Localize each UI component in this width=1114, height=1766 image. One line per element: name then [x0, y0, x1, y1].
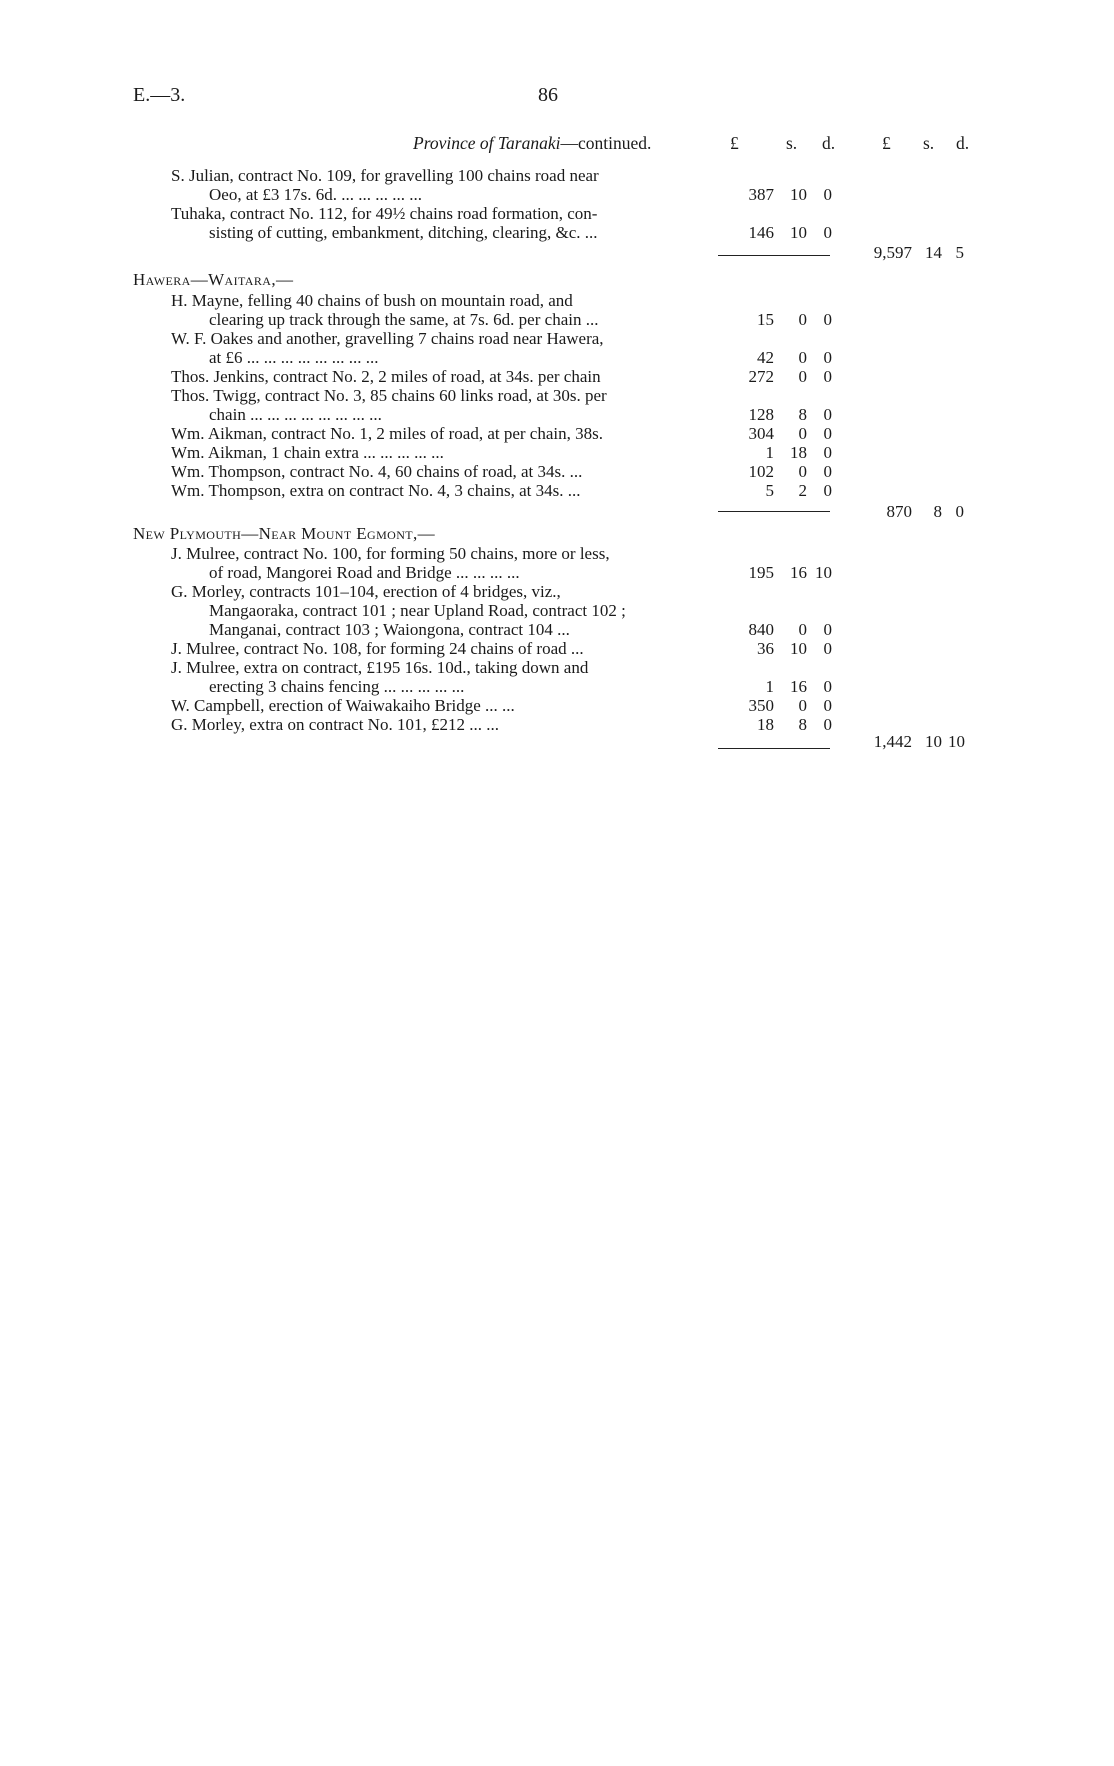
amount-pence: 0: [823, 715, 832, 734]
total-pence: 10: [948, 732, 965, 751]
amount-shillings: 16: [790, 677, 807, 696]
subtotal-rule: [718, 255, 830, 256]
amount-shillings: 2: [798, 481, 807, 500]
total-shillings: 8: [933, 502, 942, 521]
page-number: 86: [538, 84, 558, 106]
entry-line: W. F. Oakes and another, gravelling 7 chains road near Hawera,: [171, 329, 604, 348]
entry-line: G. Morley, contracts 101–104, erection of 4 bridges, viz.,: [171, 582, 561, 601]
amount-pounds: 5: [765, 481, 774, 500]
subtitle-province: Province of Taranaki: [413, 133, 561, 153]
amount-shillings: 0: [798, 696, 807, 715]
amount-pence: 10: [815, 563, 832, 582]
entry-line: Wm. Aikman, contract No. 1, 2 miles of road, at per chain, 38s.: [171, 424, 603, 443]
entry-line: Thos. Jenkins, contract No. 2, 2 miles of road, at 34s. per chain: [171, 367, 601, 386]
amount-shillings: 10: [790, 223, 807, 242]
amount-pounds: 350: [748, 696, 774, 715]
col2-shillings-header: s.: [923, 133, 935, 153]
amount-pence: 0: [823, 443, 832, 462]
amount-pounds: 42: [757, 348, 774, 367]
entry-line: of road, Mangorei Road and Bridge ... ... ... ...: [209, 563, 520, 582]
amount-shillings: 0: [798, 620, 807, 639]
entry-line: Mangaoraka, contract 101 ; near Upland Road, contract 102 ;: [209, 601, 626, 620]
amount-shillings: 10: [790, 639, 807, 658]
amount-pence: 0: [823, 481, 832, 500]
total-shillings: 10: [925, 732, 942, 751]
col1-pounds-header: £: [730, 133, 739, 153]
amount-shillings: 0: [798, 367, 807, 386]
entry-line: Thos. Twigg, contract No. 3, 85 chains 60 links road, at 30s. per: [171, 386, 607, 405]
col1-pence-header: d.: [822, 133, 836, 153]
section-heading: New Plymouth—Near Mount Egmont,—: [133, 524, 436, 543]
amount-shillings: 0: [798, 310, 807, 329]
entry-line: Manganai, contract 103 ; Waiongona, contract 104 ...: [209, 620, 570, 639]
amount-shillings: 0: [798, 348, 807, 367]
amount-pounds: 304: [748, 424, 774, 443]
amount-shillings: 0: [798, 424, 807, 443]
section-heading: Hawera—Waitara,—: [133, 270, 294, 289]
amount-pence: 0: [823, 348, 832, 367]
document-code: E.—3.: [133, 84, 186, 106]
amount-shillings: 0: [798, 462, 807, 481]
amount-pence: 0: [823, 424, 832, 443]
amount-pounds: 840: [748, 620, 774, 639]
amount-pence: 0: [823, 223, 832, 242]
entry-line: clearing up track through the same, at 7s. 6d. per chain ...: [209, 310, 599, 329]
entry-line: at £6 ... ... ... ... ... ... ... ...: [209, 348, 379, 367]
entry-line: Oeo, at £3 17s. 6d. ... ... ... ... ...: [209, 185, 422, 204]
entry-line: Wm. Thompson, extra on contract No. 4, 3 chains, at 34s. ...: [171, 481, 581, 500]
entry-line: Wm. Thompson, contract No. 4, 60 chains of road, at 34s. ...: [171, 462, 583, 481]
amount-pence: 0: [823, 639, 832, 658]
total-shillings: 14: [925, 243, 942, 262]
amount-shillings: 10: [790, 185, 807, 204]
subtitle-continued: —continued.: [560, 133, 652, 153]
entry-line: Wm. Aikman, 1 chain extra ... ... ... ... ...: [171, 443, 444, 462]
amount-pence: 0: [823, 310, 832, 329]
total-pounds: 870: [886, 502, 912, 521]
entry-line: chain ... ... ... ... ... ... ... ...: [209, 405, 382, 424]
amount-pounds: 128: [748, 405, 774, 424]
total-pounds: 9,597: [873, 243, 912, 262]
subtotal-rule: [718, 511, 830, 512]
amount-pounds: 102: [748, 462, 774, 481]
amount-shillings: 18: [790, 443, 807, 462]
entry-line: H. Mayne, felling 40 chains of bush on mountain road, and: [171, 291, 573, 310]
entry-line: S. Julian, contract No. 109, for gravelling 100 chains road near: [171, 166, 599, 185]
entry-line: erecting 3 chains fencing ... ... ... ... ...: [209, 677, 465, 696]
amount-pence: 0: [823, 620, 832, 639]
subtotal-rule: [718, 748, 830, 749]
amount-pounds: 18: [757, 715, 774, 734]
col2-pounds-header: £: [882, 133, 891, 153]
amount-pounds: 272: [748, 367, 774, 386]
page-subtitle: [413, 133, 651, 154]
amount-shillings: 8: [798, 715, 807, 734]
amount-pence: 0: [823, 367, 832, 386]
amount-pounds: 387: [748, 185, 774, 204]
entry-line: G. Morley, extra on contract No. 101, £212 ... ...: [171, 715, 499, 734]
total-pence: 0: [955, 502, 964, 521]
col1-shillings-header: s.: [786, 133, 798, 153]
amount-pence: 0: [823, 677, 832, 696]
amount-pence: 0: [823, 185, 832, 204]
total-pence: 5: [955, 243, 964, 262]
entry-line: Tuhaka, contract No. 112, for 49½ chains road formation, con-: [171, 204, 598, 223]
amount-pence: 0: [823, 696, 832, 715]
amount-pounds: 36: [757, 639, 774, 658]
amount-shillings: 8: [798, 405, 807, 424]
amount-pounds: 15: [757, 310, 774, 329]
amount-pounds: 146: [748, 223, 774, 242]
entry-line: J. Mulree, contract No. 108, for forming 24 chains of road ...: [171, 639, 584, 658]
amount-pence: 0: [823, 405, 832, 424]
amount-pence: 0: [823, 462, 832, 481]
total-pounds: 1,442: [873, 732, 912, 751]
amount-pounds: 1: [765, 443, 774, 462]
entry-line: sisting of cutting, embankment, ditching, clearing, &c. ...: [209, 223, 598, 242]
entry-line: J. Mulree, extra on contract, £195 16s. 10d., taking down and: [171, 658, 589, 677]
entry-line: W. Campbell, erection of Waiwakaiho Bridge ... ...: [171, 696, 515, 715]
col2-pence-header: d.: [956, 133, 970, 153]
amount-pounds: 195: [748, 563, 774, 582]
amount-shillings: 16: [790, 563, 807, 582]
amount-pounds: 1: [765, 677, 774, 696]
entry-line: J. Mulree, contract No. 100, for forming 50 chains, more or less,: [171, 544, 610, 563]
